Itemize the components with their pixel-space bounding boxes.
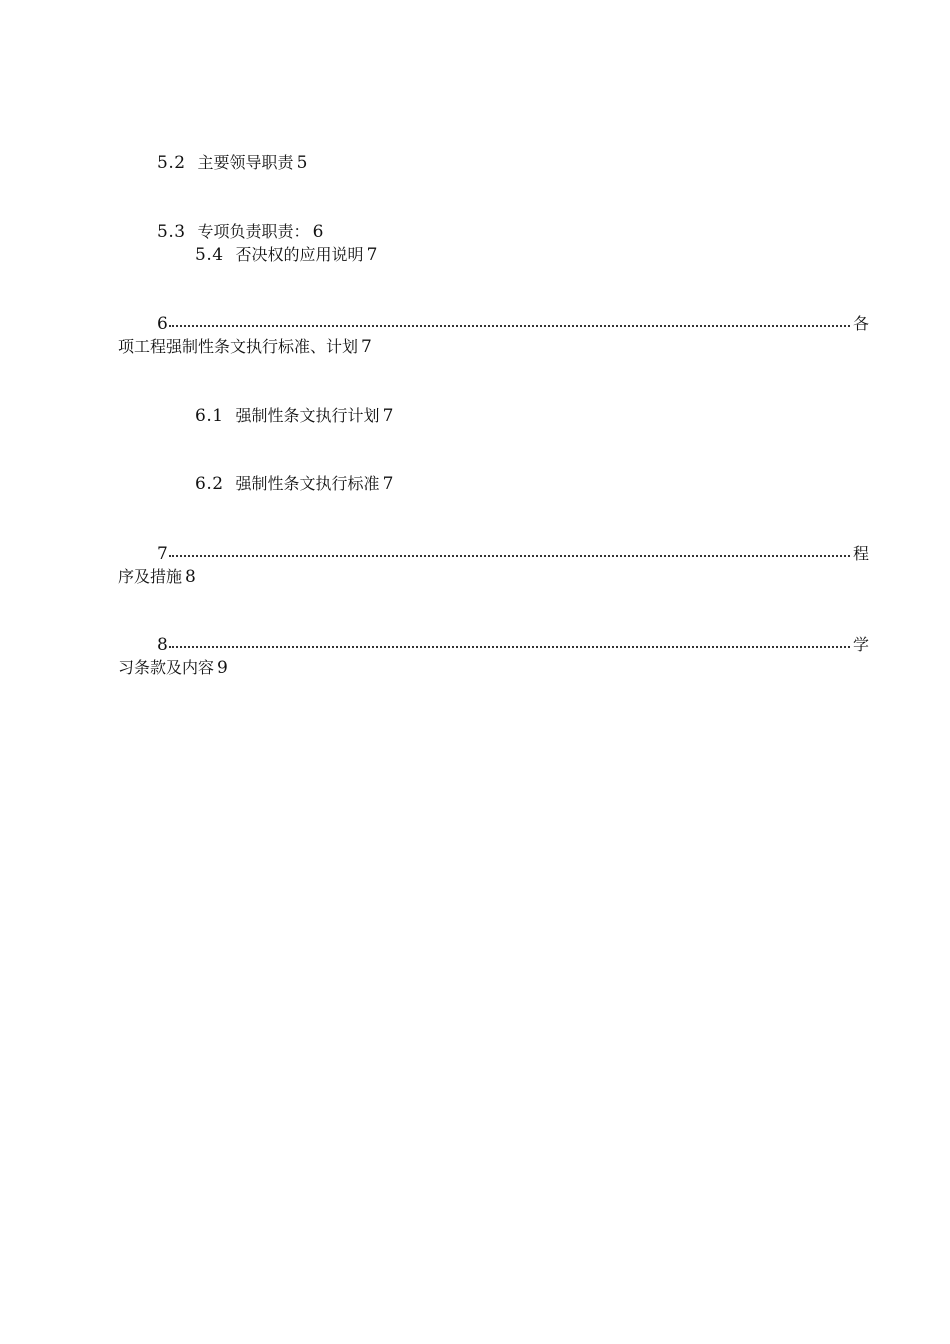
toc-title-first-char: 程 xyxy=(852,544,869,563)
toc-entry-6[interactable] xyxy=(157,313,869,335)
toc-title: 否决权的应用说明 xyxy=(235,245,364,264)
toc-title-first-char: 学 xyxy=(852,635,869,654)
toc-number: 8 xyxy=(157,635,169,655)
toc-entry-8-continuation[interactable] xyxy=(118,658,228,678)
dot-leader xyxy=(169,311,850,327)
toc-page-number: 7 xyxy=(361,337,372,357)
toc-page-number: 7 xyxy=(366,245,378,265)
toc-number: 7 xyxy=(157,544,169,564)
toc-number: 6.1 xyxy=(195,406,224,426)
toc-title: 强制性条文执行计划 xyxy=(235,406,380,425)
toc-entry-5-2[interactable] xyxy=(157,153,307,173)
toc-entry-5-3[interactable] xyxy=(157,222,323,242)
toc-entry-6-continuation[interactable] xyxy=(118,337,372,357)
toc-page-number: 9 xyxy=(217,658,228,678)
toc-number: 6 xyxy=(157,314,169,334)
toc-page-number: 8 xyxy=(185,567,196,587)
toc-entry-6-1[interactable] xyxy=(195,406,393,426)
toc-entry-5-4[interactable] xyxy=(195,245,377,265)
toc-number: 5.4 xyxy=(195,245,224,265)
toc-title-first-char: 各 xyxy=(852,314,869,333)
toc-entry-7[interactable] xyxy=(157,543,869,565)
toc-page-number: 7 xyxy=(382,406,394,426)
toc-entry-6-2[interactable] xyxy=(195,474,393,494)
toc-page-number: 5 xyxy=(296,153,308,173)
toc-title: 主要领导职责 xyxy=(197,153,294,172)
toc-number: 6.2 xyxy=(195,474,224,494)
toc-title-rest: 序及措施 xyxy=(118,567,183,586)
dot-leader xyxy=(169,632,850,648)
toc-title: 专项负责职责： xyxy=(197,222,310,241)
toc-title-rest: 项工程强制性条文执行标准、计划 xyxy=(118,337,359,356)
toc-title: 强制性条文执行标准 xyxy=(235,474,380,493)
dot-leader xyxy=(169,541,850,557)
toc-entry-8[interactable] xyxy=(157,634,869,656)
toc-entry-7-continuation[interactable] xyxy=(118,567,196,587)
toc-page-number: 7 xyxy=(382,474,394,494)
toc-title-rest: 习条款及内容 xyxy=(118,658,215,677)
toc-number: 5.2 xyxy=(157,153,186,173)
toc-number: 5.3 xyxy=(157,222,186,242)
toc-page-number: 6 xyxy=(312,222,324,242)
